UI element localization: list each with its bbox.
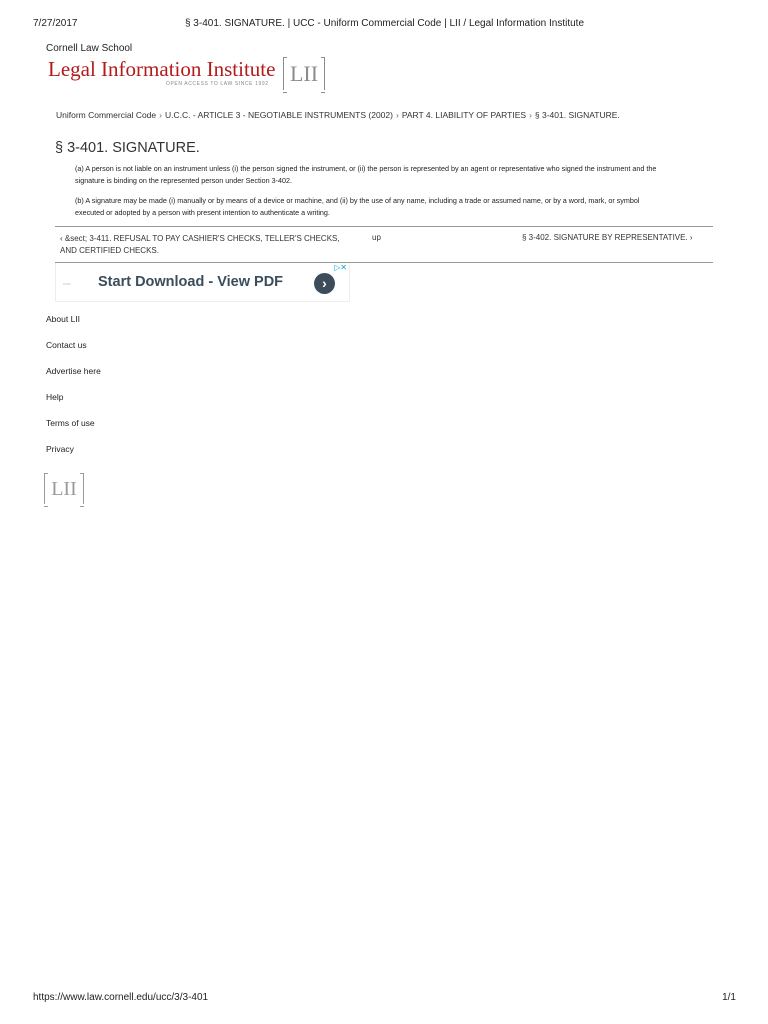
breadcrumb	[56, 110, 728, 120]
pager-divider-top	[55, 226, 713, 227]
footer-link-item	[46, 366, 101, 392]
breadcrumb-item-article-3[interactable]: U.C.C. - ARTICLE 3 - NEGOTIABLE INSTRUMENTS (2002)	[164, 110, 393, 120]
ad-arrow-icon[interactable]: ›	[314, 273, 335, 294]
breadcrumb-item-part-4[interactable]: PART 4. LIABILITY OF PARTIES	[401, 110, 527, 120]
breadcrumb-separator: ›	[159, 110, 162, 120]
footer-link-item	[46, 340, 101, 366]
footer-link-about[interactable]: About LII	[46, 314, 81, 324]
page-title: § 3-401. SIGNATURE.	[55, 140, 200, 156]
ad-brand-icon: ▭▭	[63, 281, 71, 286]
logo-tagline: OPEN ACCESS TO LAW SINCE 1992	[166, 81, 269, 87]
ad-banner[interactable]	[55, 262, 350, 302]
next-section-link[interactable]: § 3-402. SIGNATURE BY REPRESENTATIVE. ›	[522, 233, 693, 242]
breadcrumb-item-ucc[interactable]: Uniform Commercial Code	[56, 110, 157, 120]
subsection-a: (a) A person is not liable on an instrument unless (i) the person signed the instrument, or (ii) the person is represented by an agent or representative who signed the instrument and the signature is binding on the represented person under Section 3-402.	[75, 164, 657, 185]
subsection-b: (b) A signature may be made (i) manually or by means of a device or machine, and (ii) by the use of any name, including a trade or assumed name, or by a word, mark, or symbol executed or adopted by a person with present intention to authenticate a writing.	[75, 196, 640, 217]
breadcrumb-item-current: § 3-401. SIGNATURE.	[534, 110, 620, 120]
print-header	[33, 18, 736, 32]
lii-logo-mark: LII	[283, 58, 325, 90]
adchoices-icon[interactable]: ▷✕	[334, 263, 347, 272]
footer-link-advertise[interactable]: Advertise here	[46, 366, 101, 376]
footer-link-item	[46, 392, 101, 418]
ad-headline[interactable]: Start Download - View PDF	[98, 274, 284, 290]
footer-link-help[interactable]: Help	[46, 392, 64, 402]
breadcrumb-separator: ›	[529, 110, 532, 120]
pager-divider-bottom	[55, 262, 713, 263]
breadcrumb-separator: ›	[395, 110, 399, 120]
school-name[interactable]: Cornell Law School	[46, 43, 133, 54]
print-footer	[33, 992, 736, 1006]
lii-logo[interactable]	[46, 56, 336, 96]
footer-link-item	[46, 418, 101, 444]
logo-name: Legal Information Institute	[48, 57, 276, 81]
print-page-number: 1/1	[722, 992, 736, 1003]
previous-section-link[interactable]: ‹ &sect; 3-411. REFUSAL TO PAY CASHIER'S CHECKS, TELLER'S CHECKS, AND CERTIFIED CHECKS.	[60, 234, 340, 255]
footer-links	[46, 314, 101, 470]
footer-link-item	[46, 314, 101, 340]
up-link[interactable]: up	[372, 233, 381, 242]
print-date: 7/27/2017	[33, 18, 78, 29]
footer-link-contact[interactable]: Contact us	[46, 340, 87, 350]
footer-lii-logo[interactable]: LII	[44, 474, 84, 504]
footer-link-item	[46, 444, 101, 470]
print-document-title: § 3-401. SIGNATURE. | UCC - Uniform Commercial Code | LII / Legal Information Institute	[184, 18, 585, 29]
footer-link-terms[interactable]: Terms of use	[46, 418, 95, 428]
footer-link-privacy[interactable]: Privacy	[46, 444, 74, 454]
print-url: https://www.law.cornell.edu/ucc/3/3-401	[33, 992, 209, 1003]
